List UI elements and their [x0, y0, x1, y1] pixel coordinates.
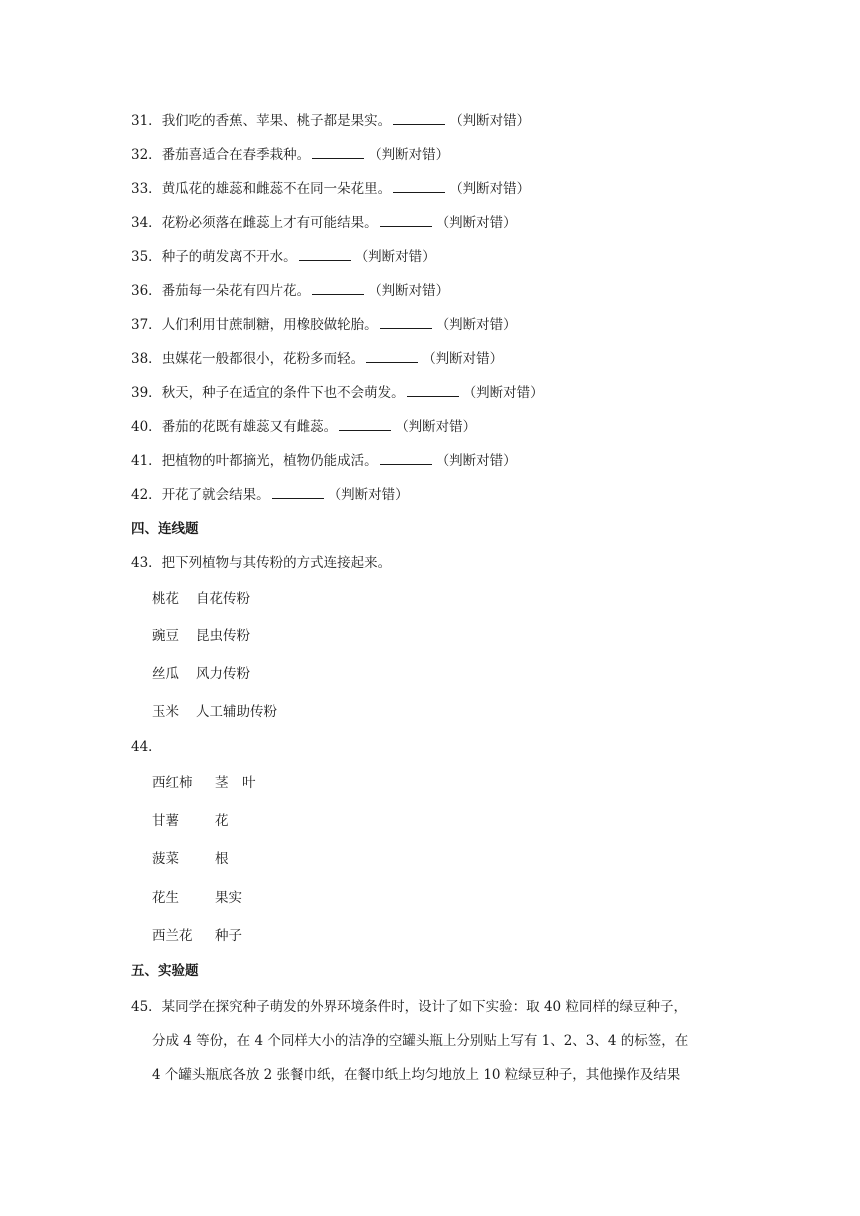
judge-hint: （判断对错）	[395, 419, 477, 435]
question-text: 31．	[131, 113, 162, 129]
question-text: 40．	[131, 419, 162, 435]
question-38	[131, 350, 503, 368]
question-text: 36．	[131, 283, 162, 299]
answer-blank[interactable]	[380, 214, 432, 227]
pair-right[interactable]: 果实	[215, 890, 242, 906]
question-45-line: 45．某同学在探究种子萌发的外界环境条件时，设计了如下实验：取 40 粒同样的绿豆种子，	[131, 999, 687, 1015]
pair-right[interactable]: 根	[215, 851, 229, 867]
judge-hint: （判断对错）	[422, 351, 504, 367]
question-34	[131, 214, 517, 232]
pair-right[interactable]: 自花传粉	[196, 591, 250, 607]
question-text: 34．	[131, 215, 162, 231]
question-text: 番茄的花既有雄蕊又有雌蕊。	[161, 419, 338, 435]
question-text: 番茄喜适合在春季栽种。	[161, 147, 311, 163]
question-40	[131, 418, 476, 436]
pair-left[interactable]: 西红柿	[152, 775, 193, 791]
question-31	[131, 112, 530, 130]
question-text: 39．	[131, 385, 162, 401]
question-39	[131, 384, 544, 402]
pair-left[interactable]: 花生	[152, 890, 179, 906]
judge-hint: （判断对错）	[435, 317, 517, 333]
question-45-line: 4 个罐头瓶底各放 2 张餐巾纸，在餐巾纸上均匀地放上 10 粒绿豆种子，其他操作及结果	[152, 1067, 681, 1083]
question-35	[131, 248, 436, 266]
question-text: 黄瓜花的雄蕊和雌蕊不在同一朵花里。	[161, 181, 392, 197]
judge-hint: （判断对错）	[327, 487, 409, 503]
question-33	[131, 180, 530, 198]
pair-left[interactable]: 桃花	[152, 591, 179, 607]
question-text: 花粉必须落在雌蕊上才有可能结果。	[161, 215, 378, 231]
pair-right[interactable]: 昆虫传粉	[196, 628, 250, 644]
question-text: 32．	[131, 147, 162, 163]
question-37	[131, 316, 517, 334]
section-heading-matching: 四、连线题	[131, 521, 199, 537]
judge-hint: （判断对错）	[368, 283, 450, 299]
question-32	[131, 146, 449, 164]
question-45-line: 分成 4 等份，在 4 个同样大小的洁净的空罐头瓶上分别贴上写有 1、2、3、4 的标签，在	[152, 1033, 689, 1049]
answer-blank[interactable]	[339, 418, 391, 431]
question-text: 41．	[131, 453, 162, 469]
judge-hint: （判断对错）	[435, 453, 517, 469]
answer-blank[interactable]	[407, 384, 459, 397]
question-text: 开花了就会结果。	[161, 487, 270, 503]
answer-blank[interactable]	[380, 316, 432, 329]
question-text: 我们吃的香蕉、苹果、桃子都是果实。	[161, 113, 392, 129]
question-text: 42．	[131, 487, 162, 503]
question-text: 38．	[131, 351, 162, 367]
judge-hint: （判断对错）	[462, 385, 544, 401]
answer-blank[interactable]	[366, 350, 418, 363]
judge-hint: （判断对错）	[354, 249, 436, 265]
question-text: 人们利用甘蔗制糖，用橡胶做轮胎。	[161, 317, 378, 333]
question-text: 33．	[131, 181, 162, 197]
judge-hint: （判断对错）	[449, 181, 531, 197]
answer-blank[interactable]	[312, 282, 364, 295]
question-44: 44．	[131, 739, 162, 755]
question-text: 秋天，种子在适宜的条件下也不会萌发。	[161, 385, 405, 401]
answer-blank[interactable]	[393, 112, 445, 125]
pair-right[interactable]: 花	[215, 813, 229, 829]
answer-blank[interactable]	[393, 180, 445, 193]
pair-left[interactable]: 玉米	[152, 704, 179, 720]
answer-blank[interactable]	[380, 452, 432, 465]
question-text: 37．	[131, 317, 162, 333]
judge-hint: （判断对错）	[449, 113, 531, 129]
pair-right[interactable]: 风力传粉	[196, 666, 250, 682]
pair-left[interactable]: 西兰花	[152, 928, 193, 944]
answer-blank[interactable]	[272, 486, 324, 499]
answer-blank[interactable]	[299, 248, 351, 261]
question-41	[131, 452, 517, 470]
pair-left[interactable]: 丝瓜	[152, 666, 179, 682]
question-text: 番茄每一朵花有四片花。	[161, 283, 311, 299]
question-36	[131, 282, 449, 300]
question-text: 把植物的叶都摘光，植物仍能成活。	[161, 453, 378, 469]
pair-left[interactable]: 豌豆	[152, 628, 179, 644]
question-43: 43．把下列植物与其传粉的方式连接起来。	[131, 555, 392, 571]
pair-right[interactable]: 人工辅助传粉	[196, 704, 277, 720]
judge-hint: （判断对错）	[435, 215, 517, 231]
judge-hint: （判断对错）	[368, 147, 450, 163]
answer-blank[interactable]	[312, 146, 364, 159]
pair-right[interactable]: 茎 叶	[215, 775, 256, 791]
pair-left[interactable]: 甘薯	[152, 813, 179, 829]
section-heading-experiment: 五、实验题	[131, 963, 199, 979]
question-text: 虫媒花一般都很小，花粉多而轻。	[161, 351, 365, 367]
pair-right[interactable]: 种子	[215, 928, 242, 944]
question-text: 35．	[131, 249, 162, 265]
question-42	[131, 486, 409, 504]
pair-left[interactable]: 菠菜	[152, 851, 179, 867]
question-text: 种子的萌发离不开水。	[161, 249, 297, 265]
